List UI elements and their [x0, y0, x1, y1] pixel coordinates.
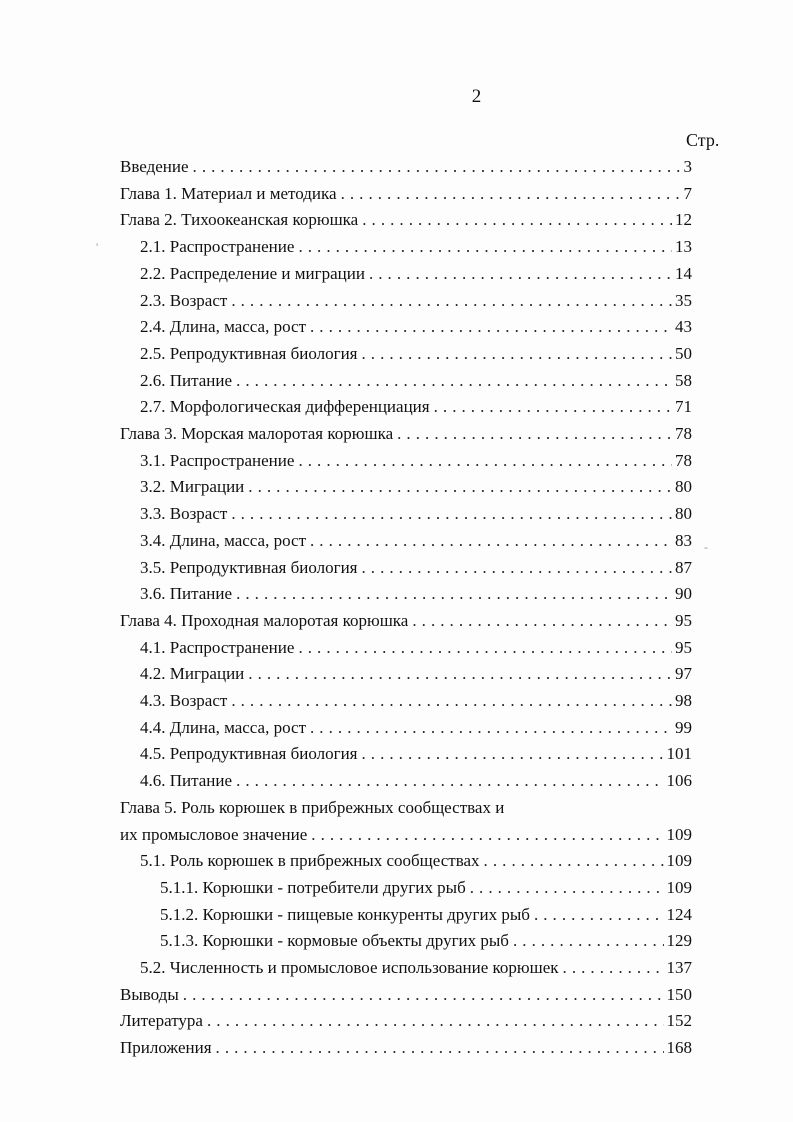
toc-dot-leader	[534, 902, 664, 928]
toc-dot-leader	[183, 982, 664, 1008]
toc-dot-leader	[216, 1035, 664, 1061]
toc-entry	[140, 234, 692, 260]
toc-entry	[120, 181, 692, 207]
toc-entry-page: 99	[675, 717, 692, 737]
toc-entry	[140, 848, 692, 874]
toc-dot-leader	[236, 768, 663, 794]
scan-artifact-mark: -	[704, 540, 708, 554]
toc-dot-leader	[361, 555, 672, 581]
toc-entry	[140, 768, 692, 794]
toc-entry-page: 3	[683, 157, 692, 176]
toc-entry-page: 124	[666, 904, 692, 924]
toc-entry-page: 80	[675, 477, 692, 497]
page-column-label: Стр.	[686, 130, 720, 150]
toc-entry	[120, 207, 692, 233]
toc-entry-title: Приложения	[120, 1038, 212, 1058]
toc-dot-leader	[231, 688, 672, 714]
toc-entry-title: 5.1.2. Корюшки - пищевые конкуренты других рыб	[160, 904, 530, 924]
toc-entry	[120, 982, 692, 1008]
toc-entry	[140, 501, 692, 527]
toc-entry-title: 3.2. Миграции	[140, 477, 245, 497]
toc-dot-leader	[311, 822, 663, 848]
toc-entry-page: 150	[666, 984, 692, 1004]
toc-entry-page: 109	[666, 877, 692, 897]
toc-entry-page: 97	[675, 664, 692, 684]
toc-entry-page: 87	[675, 557, 692, 577]
toc-entry	[140, 314, 692, 340]
toc-entry-title: 5.1.3. Корюшки - кормовые объекты других рыб	[160, 931, 509, 951]
toc-entry-page: 50	[675, 343, 692, 363]
toc-entry	[120, 1035, 692, 1061]
toc-dot-leader	[412, 608, 672, 634]
toc-entry-title: 2.6. Питание	[140, 370, 233, 390]
toc-dot-leader	[369, 261, 672, 287]
toc-entry-title: 4.5. Репродуктивная биология	[140, 744, 358, 764]
toc-dot-leader	[397, 421, 672, 447]
toc-entry-page: 58	[675, 370, 692, 390]
toc-dot-leader	[484, 848, 664, 874]
toc-entry-title: 4.6. Питание	[140, 771, 233, 791]
toc-entry	[120, 421, 692, 447]
toc-entry-title: Глава 1. Материал и методика	[120, 183, 337, 203]
toc-dot-leader	[248, 474, 672, 500]
toc-entry-title: 2.3. Возраст	[140, 290, 228, 310]
toc-dot-leader	[193, 154, 681, 180]
toc-entry-page: 43	[675, 317, 692, 337]
toc-entry-title: Глава 4. Проходная малоротая корюшка	[120, 610, 409, 630]
toc-entry	[140, 555, 692, 581]
toc-entry-title: 4.1. Распространение	[140, 637, 295, 657]
toc-dot-leader	[236, 581, 672, 607]
toc-entry-page: 78	[675, 424, 692, 443]
toc-entry-page: 168	[666, 1038, 692, 1058]
toc-entry-page: 71	[675, 397, 692, 417]
toc-entry	[120, 1008, 692, 1034]
toc-entry-page: 13	[675, 237, 692, 257]
toc-entry-title: их промысловое значение	[120, 824, 308, 844]
toc-dot-leader	[341, 181, 681, 207]
toc-entry	[140, 288, 692, 314]
toc-entry	[120, 822, 692, 848]
toc-dot-leader	[231, 288, 672, 314]
toc-entry-title: 5.1.1. Корюшки - потребители других рыб	[160, 877, 466, 897]
toc-entry	[140, 448, 692, 474]
toc-entry-page: 90	[675, 584, 692, 604]
toc-entry-page: 109	[666, 851, 692, 871]
toc-entry	[140, 394, 692, 420]
toc-dot-leader	[231, 501, 672, 527]
toc-entry-page: 152	[666, 1011, 692, 1031]
toc-entry	[140, 261, 692, 287]
toc-entry-title: Глава 3. Морская малоротая корюшка	[120, 424, 394, 443]
toc-dot-leader	[310, 314, 672, 340]
toc-entry-page: 14	[675, 263, 692, 283]
toc-dot-leader	[361, 741, 663, 767]
toc-entry-page: 137	[666, 958, 692, 977]
toc-dot-leader	[207, 1008, 664, 1034]
toc-dot-leader	[362, 207, 672, 233]
toc-entry-page: 35	[675, 290, 692, 310]
toc-dot-leader	[310, 715, 672, 741]
toc-entry-title: 4.3. Возраст	[140, 691, 228, 710]
toc-entry	[140, 528, 692, 554]
toc-entry-title: 4.4. Длина, масса, рост	[140, 717, 306, 737]
toc-entry	[140, 741, 692, 767]
toc-entry-title: 3.6. Питание	[140, 584, 233, 604]
toc-entry-title: 3.1. Распространение	[140, 450, 295, 470]
toc-dot-leader	[434, 394, 672, 420]
toc-entry	[160, 928, 692, 954]
toc-entry	[160, 902, 692, 928]
toc-dot-leader	[513, 928, 664, 954]
toc-entry-page: 83	[675, 530, 692, 550]
toc-entry-title: 5.1. Роль корюшек в прибрежных сообществах	[140, 851, 480, 871]
toc-entry	[140, 688, 692, 714]
toc-dot-leader	[361, 341, 672, 367]
toc-entry	[140, 368, 692, 394]
toc-entry	[140, 715, 692, 741]
toc-entry-page: 80	[675, 504, 692, 524]
toc-entry	[140, 661, 692, 687]
toc-entry-title: 2.5. Репродуктивная биология	[140, 343, 358, 363]
toc-dot-leader	[236, 368, 672, 394]
toc-entry-page: 95	[675, 610, 692, 630]
toc-entry-title: Введение	[120, 157, 189, 176]
toc-entry	[160, 875, 692, 901]
toc-dot-leader	[298, 234, 672, 260]
toc-entry-title: 2.2. Распределение и миграции	[140, 263, 365, 283]
toc-entry-title: Глава 5. Роль корюшек в прибрежных сообществах и	[120, 797, 505, 817]
toc-entry-title: 3.3. Возраст	[140, 504, 228, 524]
toc-entry	[140, 341, 692, 367]
toc-entry-page: 129	[666, 931, 692, 951]
toc-dot-leader	[298, 448, 672, 474]
toc-entry	[140, 474, 692, 500]
page-number: 2	[471, 86, 482, 107]
toc-entry	[140, 955, 692, 981]
toc-entry	[140, 581, 692, 607]
toc-entry-page: 101	[666, 744, 692, 764]
toc-entry	[120, 795, 692, 821]
toc-entry-title: 4.2. Миграции	[140, 664, 245, 684]
scan-artifact-mark: '	[96, 240, 99, 254]
toc-entry-page: 95	[675, 637, 692, 657]
toc-dot-leader	[470, 875, 664, 901]
toc-dot-leader	[298, 635, 672, 661]
toc-entry-title: 5.2. Численность и промысловое использование корюшек	[140, 958, 559, 977]
toc-entry-page: 7	[683, 183, 692, 203]
toc-entry-title: 2.4. Длина, масса, рост	[140, 317, 306, 337]
toc-entry-title: 3.4. Длина, масса, рост	[140, 530, 306, 550]
toc-entry	[140, 635, 692, 661]
toc-entry-page: 78	[675, 450, 692, 470]
toc-entry-title: 2.1. Распространение	[140, 237, 295, 257]
toc-entry-page: 109	[666, 824, 692, 844]
toc-entry	[120, 154, 692, 180]
toc-entry	[120, 608, 692, 634]
toc-entry-title: Глава 2. Тихоокеанская корюшка	[120, 210, 359, 230]
toc-dot-leader	[563, 955, 664, 981]
toc-entry-title: 3.5. Репродуктивная биология	[140, 557, 358, 577]
toc-entry-page: 12	[675, 210, 692, 230]
toc-dot-leader	[248, 661, 672, 687]
toc-entry-page: 98	[675, 691, 692, 710]
toc-entry-page: 106	[666, 771, 692, 791]
toc-dot-leader	[310, 528, 672, 554]
toc-entry-title: Литература	[120, 1011, 203, 1031]
toc-entry-title: Выводы	[120, 984, 179, 1004]
toc-entry-title: 2.7. Морфологическая дифференциация	[140, 397, 430, 417]
